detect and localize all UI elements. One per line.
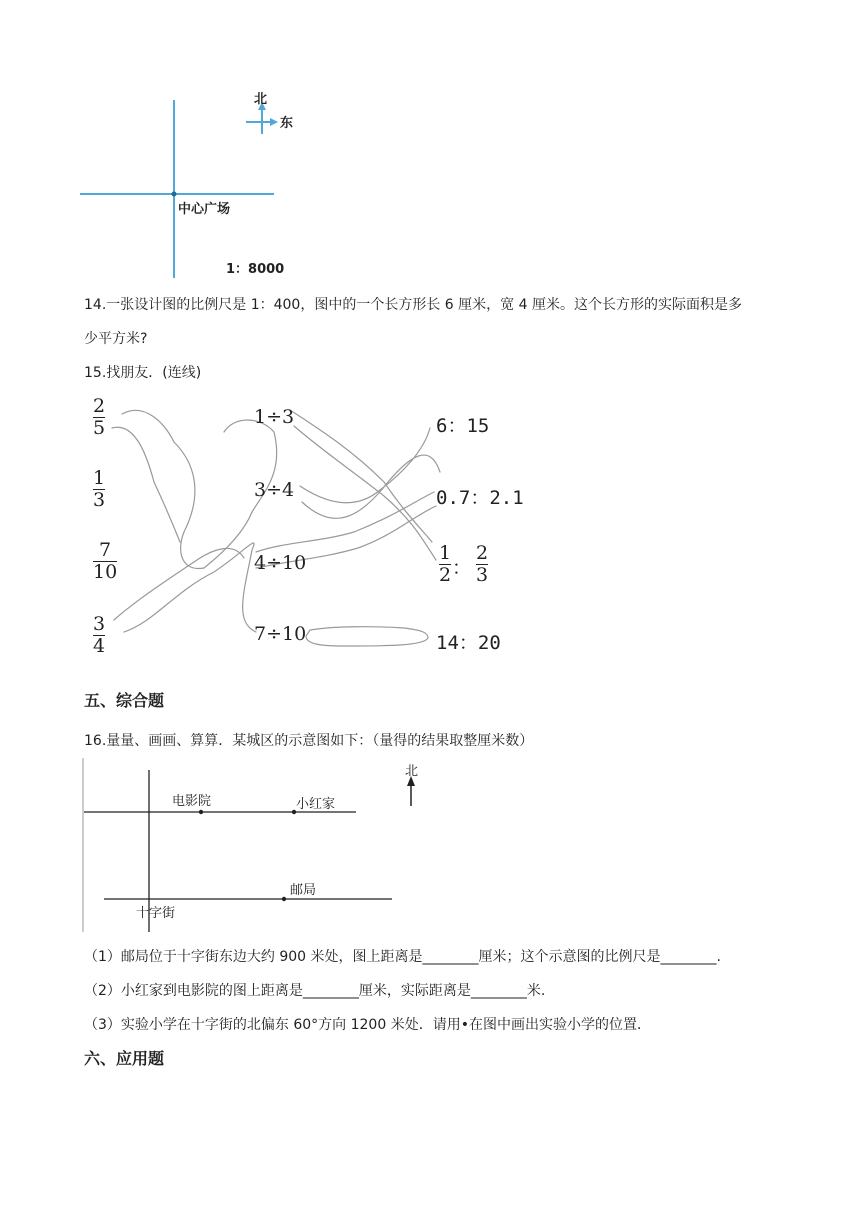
ratio-6-15: 6：15	[436, 415, 490, 437]
fraction-2-5-denominator: 5	[93, 417, 106, 439]
fraction-1-3-numerator: 1	[93, 467, 106, 489]
division-4-10: 4÷10	[254, 552, 307, 574]
fraction-1-3	[93, 468, 105, 511]
section6-title: 六、应用题	[84, 1049, 165, 1068]
map2-post-label: 邮局	[290, 883, 317, 898]
ratio-0.7-2.1: 0.7：2.1	[436, 487, 524, 509]
fraction-7-10-denominator: 10	[93, 561, 118, 583]
map2-cinema-label: 电影院	[172, 794, 212, 809]
map-city-district	[80, 756, 420, 932]
map1-center-dot	[172, 192, 177, 197]
ratio-two-thirds-frac	[476, 543, 488, 586]
map2-crossroad-label: 十字街	[136, 906, 176, 921]
division-1-3: 1÷3	[254, 406, 295, 428]
map-central-square	[70, 80, 310, 280]
map1-scale-label: 1：8000	[226, 262, 285, 277]
fraction-2-5-numerator: 2	[93, 395, 106, 417]
map2-home-label: 小红家	[296, 797, 336, 812]
ratio-colon: ：	[452, 557, 472, 579]
map2-cinema-dot	[199, 810, 203, 814]
map1-east-arrowhead	[270, 118, 278, 126]
map1-center-label: 中心广场	[178, 202, 231, 217]
q14-line1: 14.一张设计图的比例尺是 1：400，图中的一个长方形长 6 厘米，宽 4 厘米。这个长方形的实际面积是多	[84, 297, 742, 313]
fraction-3-4-numerator: 3	[93, 613, 106, 635]
fraction-3-4-denominator: 4	[93, 635, 106, 657]
ratio-14-20: 14：20	[436, 632, 501, 654]
division-7-10: 7÷10	[254, 623, 307, 645]
q16-title: 16.量量、画画、算算．某城区的示意图如下：（量得的结果取整厘米数）	[84, 733, 534, 749]
ratio-frac-b-numerator: 2	[476, 542, 489, 564]
section5-title: 五、综合题	[84, 691, 165, 710]
q16-item-1: （1）邮局位于十字街东边大约 900 米处，图上距离是________厘米；这个示意图的比例尺是________.	[84, 949, 721, 965]
ratio-frac-a-numerator: 1	[439, 542, 452, 564]
fraction-2-5	[93, 396, 105, 439]
q16-item-3: （3）实验小学在十字街的北偏东 60°方向 1200 米处．请用•在图中画出实验小学的位置．	[84, 1017, 651, 1033]
map2-post-dot	[282, 897, 286, 901]
map2-north-label: 北	[405, 764, 419, 779]
ratio-half-frac	[439, 543, 451, 586]
fraction-1-3-denominator: 3	[93, 489, 106, 511]
fraction-3-4	[93, 614, 105, 657]
q15-title: 15.找朋友．(连线)	[84, 365, 202, 381]
map1-north-label: 北	[254, 92, 268, 107]
q16-item-2: （2）小红家到电影院的图上距离是________厘米，实际距离是________米.	[84, 983, 546, 999]
fraction-7-10	[93, 540, 117, 583]
map1-east-label: 东	[280, 116, 294, 131]
division-3-4: 3÷4	[254, 479, 295, 501]
ratio-frac-b-denominator: 3	[476, 564, 489, 586]
fraction-7-10-numerator: 7	[99, 539, 112, 561]
q14-line2: 少平方米?	[84, 331, 148, 347]
ratio-frac-a-denominator: 2	[439, 564, 452, 586]
